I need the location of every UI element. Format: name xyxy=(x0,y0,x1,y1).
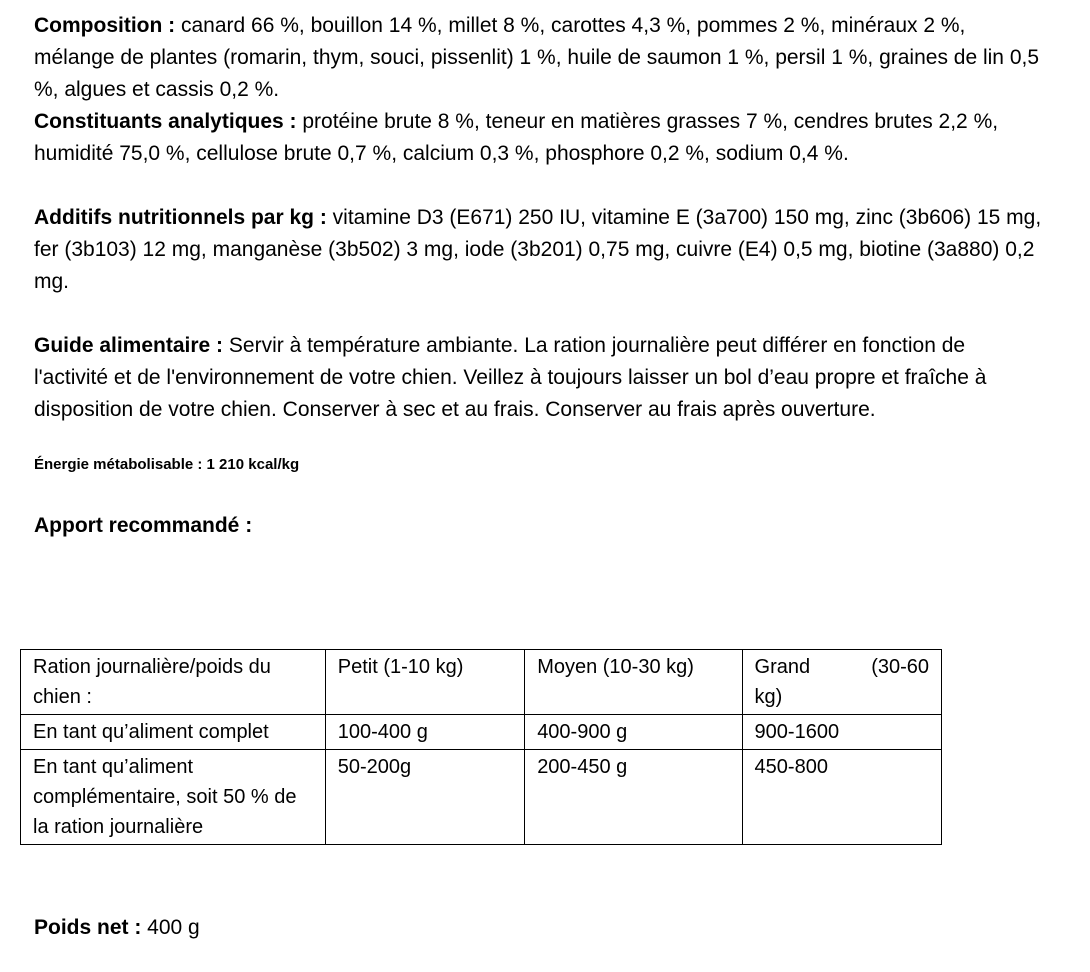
ration-table xyxy=(20,649,942,845)
table-cell-petit: 100-400 g xyxy=(325,715,524,750)
table-cell-ration-header: Ration journalière/poids du chien : xyxy=(21,650,326,715)
spacer xyxy=(34,426,1044,454)
table-cell-row-label: En tant qu’aliment complémentaire, soit 50 % de la ration journalière xyxy=(21,750,326,845)
table-cell-grand: 450-800 xyxy=(742,750,941,845)
constituants-paragraph xyxy=(34,106,1044,170)
spacer xyxy=(34,298,1044,330)
energy-line: Énergie métabolisable : 1 210 kcal/kg xyxy=(34,456,300,473)
guide-paragraph xyxy=(34,330,1044,426)
table-cell-petit-header: Petit (1-10 kg) xyxy=(325,650,524,715)
table-cell-moyen-header: Moyen (10-30 kg) xyxy=(525,650,742,715)
document-body xyxy=(34,10,1044,542)
table-cell-grand: 900-1600 xyxy=(742,715,941,750)
grand-header-unit: kg) xyxy=(754,686,783,708)
additifs-label: Additifs nutritionnels par kg : xyxy=(34,206,327,229)
table-header-row xyxy=(21,650,942,715)
guide-label: Guide alimentaire : xyxy=(34,334,224,357)
composition-text: canard 66 %, bouillon 14 %, millet 8 %, carottes 4,3 %, pommes 2 %, minéraux 2 %, mélange de plantes (romarin, thym, souci, pissenlit) 1 %, huile de saumon 1 %, persil 1 %, graines de lin 0,5 %, algues et cassis 0,2 %. xyxy=(34,14,1040,101)
grand-header-word: Grand xyxy=(754,656,811,678)
composition-label: Composition : xyxy=(34,14,176,37)
table-cell-grand-header xyxy=(742,650,941,715)
net-weight-line xyxy=(34,912,200,944)
additifs-text: vitamine D3 (E671) 250 IU, vitamine E (3a700) 150 mg, zinc (3b606) 15 mg, fer (3b103) 12 mg, manganèse (3b502) 3 mg, iode (3b201) 0,75 mg, cuivre (E4) 0,5 mg, biotine (3a880) 0,2 mg. xyxy=(34,206,1042,293)
constituants-text: protéine brute 8 %, teneur en matières grasses 7 %, cendres brutes 2,2 %, humidité 75,0 %, cellulose brute 0,7 %, calcium 0,3 %, phosphore 0,2 %, sodium 0,4 %. xyxy=(34,110,999,165)
table-cell-row-label: En tant qu’aliment complet xyxy=(21,715,326,750)
spacer xyxy=(34,170,1044,202)
net-weight-label: Poids net : xyxy=(34,916,142,939)
net-weight-value: 400 g xyxy=(141,916,200,939)
spacer xyxy=(34,476,1044,510)
table-cell-moyen: 200-450 g xyxy=(525,750,742,845)
table-row xyxy=(21,715,942,750)
table-row xyxy=(21,750,942,845)
guide-text: Servir à température ambiante. La ration journalière peut différer en fonction de l'activité et de l'environnement de votre chien. Veillez à toujours laisser un bol d’eau propre et fraîche à disposition de votre chien. Conserver à sec et au frais. Conserver au frais après ouverture. xyxy=(34,334,987,421)
constituants-label: Constituants analytiques : xyxy=(34,110,297,133)
composition-paragraph xyxy=(34,10,1044,106)
additifs-paragraph xyxy=(34,202,1044,298)
table-cell-petit: 50-200g xyxy=(325,750,524,845)
grand-header-line xyxy=(755,652,929,682)
apport-heading: Apport recommandé : xyxy=(34,514,253,537)
table-cell-moyen: 400-900 g xyxy=(525,715,742,750)
grand-header-range: (30-60 xyxy=(871,656,929,678)
